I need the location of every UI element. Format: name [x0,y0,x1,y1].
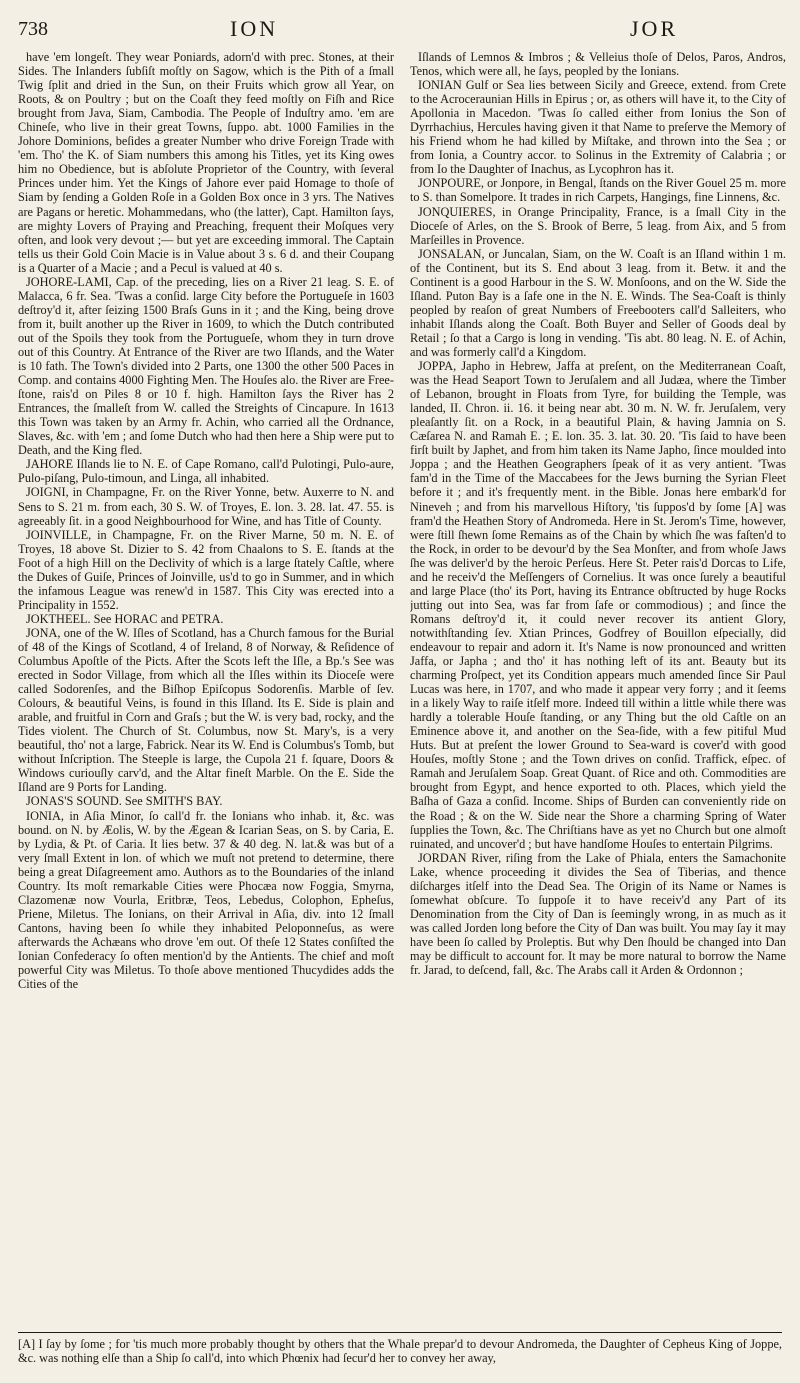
entry-paragraph: JOIGNI, in Champagne, Fr. on the River Yonne, betw. Auxerre to N. and Sens to S. 21 m. from each, 30 S. W. of Troyes, E. lon. 3. 28. lat. 47. 55. is agreeably ſit. in a good Neighbourhood for Wine, and has Title of County. [18,485,394,528]
entry-paragraph: have 'em longeſt. They wear Poniards, adorn'd with prec. Stones, at their Sides. The Inlanders ſubſiſt moſtly on Sagow, which is the Pith of a ſmall Twig ſplit and dried in the Sun, on their Fruits which grow all Year, on Roots, & on Poultry ; but on the Coaſt they feed moſtly on Fiſh and Rice brought from Java, Siam, Cambodia. The People of Induſtry amo. 'em are Chineſe, who live in their great Towns, ſuppo. abt. 1000 Families in the Johore Dominions, beſides a greater Number who drive Foreign Trade with 'em. Tho' the K. of Siam numbers this among his Titles, yet its King owes him no Obedience, but is abſolute Proprietor of the Country, with ſeveral Princes under him. Yet the Kings of Jahore ever paid Homage to thoſe of Siam by ſending a Golden Roſe in a Golden Box once in 3 yrs. The Natives are Pagans or heretic. Mohammedans, who (the latter), Capt. Hamilton ſays, are mighty Lovers of Praying and Preaching, frequent their Moſques very often, and look very devout ;— but yet are exceeding immoral. The Captain tells us their Gold Coin Macie is in Value about 3 s. 6 d. and their Coupang is a Quarter of a Macie ; and a Pecul is valued at 40 s. [18,50,394,275]
entry-paragraph: JONSALAN, or Juncalan, Siam, on the W. Coaſt is an Iſland within 1 m. of the Continent, but its S. End about 3 leag. from it. Betw. it and the Continent is a good Harbour in the S. W. Monſoons, and on the W. Side the Iſland. Puton Bay is a ſafe one in the N. E. Winds. The Sea-Coaſt is thinly peopled by reaſon of great Numbers of Freebooters call'd Salleiters, who inhabit Iſlands along the Coaſt. Both Buyer and Seller of Goods deal by Retail ; ſo that a Cargo is long in vending. 'Tis abt. 80 leag. N. E. of Achin, and was formerly call'd a Kingdom. [410,246,786,359]
entry-paragraph: JORDAN River, riſing from the Lake of Phiala, enters the Samachonite Lake, whence proceeding it divides the Sea of Tiberias, and thence diſcharges itſelf into the Dead Sea. The Origin of its Name or Names is ſomewhat obſcure. To ſuppoſe it to have receiv'd any Part of its Denomination from the City of Dan is ſeemingly wrong, in as much as it was called Jorden long before the City of Dan was built. You may ſay it may have been ſo called by Proleptis. But why Den ſhould be changed into Dan may be difficult to account for. It may be more natural to borrow the Name fr. Jarad, to deſcend, fall, &c. The Arabs call it Arden & Ordonnon ; [410,850,786,978]
entry-paragraph: IONIAN Gulf or Sea lies between Sicily and Greece, extend. from Crete to the Acroceraunian Hills in Epirus ; or, as others will have it, to the City of Apollonia in Macedon. 'Twas ſo called either from Ionius the Son of Dyrrhachius, Hercules having given it that Name to preſerve the Memory of his Friend whom he had killed by Miſtake, and thrown into the Sea ; or from Ionia, a Country accor. to Solinus in the Extremity of Calabria ; or from Io the Daughter of Inachus, as Lycophron has it. [410,78,786,177]
entry-paragraph: JOKTHEEL. See HORAC and PETRA. [26,611,224,626]
left-running-title: ION [230,16,279,41]
entry-paragraph: JOHORE-LAMI, Cap. of the preceding, lies on a River 21 leag. S. E. of Malacca, 6 fr. Sea. 'Twas a conſid. large City before the Portugueſe in 1603 deſtroy'd it, after ſeizing 1500 Braſs Guns in it ; and the King, being drove from it, built another up the River in 1609, to which the Dutch contributed out of the Spoils they took from the Portugueſe, whom they in turn drove out of this Country. At Entrance of the River are two Iſlands, and the Water is 10 fath. The Town's divided into 2 Parts, one 1300 the other 500 Paces in Comp. and contains 4000 Fighting Men. The Houſes alo. the River are Free-ſtone, rais'd on Piles 8 or 10 f. high. Hamilton ſays the River has 2 Entrances, the ſmalleſt from W. called the Streights of Cincapure. In 1613 this Town was taken by an Army fr. Achin, who carried all the Ordnance, Slaves, &c. with 'em ; and ſome Dutch who had then here a Ship were put to Death, and the King fled. [18,274,394,458]
right-running-title: JOR [630,16,679,41]
right-column [410,50,786,1310]
entry-paragraph: IONIA, in Aſia Minor, ſo call'd fr. the Ionians who inhab. it, &c. was bound. on N. by Æolis, W. by the Ægean & Icarian Seas, on S. by Caria, E. by Lydia, & Pt. of Caria. It lies betw. 37 & 40 deg. N. lat.& was but of a very ſmall Extent in lon. of which we muſt not pretend to determine, there being a great Diſagreement amo. Authors as to the Boundaries of the inland Country. Its moſt remarkable Cities were Phocæa now Foggia, Smyrna, Clazomenæ now Vourla, Eritbræ, Teos, Lebedus, Colophon, Epheſus, Priene, Miletus. The Ionians, on their Arrival in Aſia, div. into 12 ſmall Cantons, having been ſo while they inhabited Peloponneſus, as were afterwards the Achæans who drove 'em out. Of theſe 12 States conſiſted the Ionian Confederacy ſo often mention'd by the Antients. The chief and moſt powerful City was Miletus. To thoſe above mentioned Thucydides adds the Cities of the [18,808,394,992]
entry-paragraph: JOPPA, Japho in Hebrew, Jaffa at preſent, on the Mediterranean Coaſt, was the Head Seaport Town to Jeruſalem and all Judæa, where the Timber of Lebanon, brought in Floats from Tyre, for building the Temple, was landed, II. Chron. ii. 16. it being near abt. 30 m. N. W. fr. Jeruſalem, very pleaſantly ſit. on a Rock, in a beautiful Plain, & having Jamnia on S. Cæſarea N. and Ramah E. ; E. lon. 35. 3. lat. 30. 20. 'Tis ſaid to have been firſt built by Japhet, and from him taken its Name Japho, ſince moulded into Joppa ; and the Heathen Geographers ſpeak of it as very antient. 'Twas fam'd in the Time of the Maccabees for the Jews burning the Syrian Fleet before it ; and it's frequently ment. in the Bible. Jonas here embark'd for Nineveh ; and from his marvellous Hiſtory, 'tis ſuppos'd by ſome [A] was fram'd the Heathen Story of Andromeda. Here in St. Jerom's Time, however, were ſtill ſhewn ſome Remains as of the Chain by which ſhe was faſten'd to the Rock, in order to be devour'd by the Sea Monſter, and from whoſe Jaws ſhe was deliver'd by the heroic Perſeus. Here St. Peter rais'd Dorcas to Life, and he receiv'd the Meſſengers of Cornelius. It was once ſurely a beautiful and large Place (tho' its Port, having its Entrance obſtructed by huge Rocks jutting out into Sea, was far from ſafe or commodious) ; and ſince the Romans deſtroy'd it, it could never recover its antient Glory, notwithſtanding ſev. Xtian Princes, Godfrey of Bouillon eſpecially, did endeavour to repair and adorn it. It's Name is now pronounced and written Jaffa, or Japha ; and tho' it has nothing left of its ant. Beauty but its charming Proſpect, yet its Condition appears much amended ſince Sir Paul Lucas was here, in 1707, and who made it appear very forry ; and it ſeems in a likely Way to raiſe itſelf more. Indeed till within a little while there was hardly a tolerable Houſe ſtanding, or any Thing but the old Caſtle on an Eminence above it, and another on the Sea-ſide, with a few pitiful Mud Huts. But at preſent the lower Ground to Sea-ward is cover'd with good Houſes, moſtly Stone ; and the Town drives on conſid. Traffick, eſpec. of Ramah and Jeruſalem Soap. Great Quant. of Rice and oth. Commodities are brought from Egypt, and hence exported to oth. Places, which yield the Baſha of Gaza a conſid. Income. Ships of Burden can conveniently ride on the Road ; & on the W. Side near the Shore a charming Spring of Water ſupplies the Town, &c. The Chriſtians have as yet no Church but one almoſt ruinated, and uncover'd ; but have handſome Houſes to entertain Pilgrims. [410,359,786,851]
entry-paragraph: JONQUIERES, in Orange Principality, France, is a ſmall City in the Dioceſe of Arles, on the S. Brook of Berre, 5 leag. from Aix, and 5 from Marſeilles in Provence. [410,204,786,247]
entry-paragraph: JOINVILLE, in Champagne, Fr. on the River Marne, 50 m. N. E. of Troyes, 18 above St. Dizier to S. 42 from Chaalons to S. E. ſtands at the Foot of a high Hill on the Declivity of which is a large ſtately Caſtle, where the Dukes of Guiſe, Princes of Joinville, us'd to go in Summer, and in which the infamous League was renew'd in 1587. This City was erected into a Principality in 1552. [18,527,394,612]
entry-paragraph: JONPOURE, or Jonpore, in Bengal, ſtands on the River Gouel 25 m. more to S. than Somelpore. It trades in rich Carpets, Hangings, fine Linnens, &c. [410,176,786,205]
left-column [18,50,394,1310]
entry-paragraph: JONA, one of the W. Iſles of Scotland, has a Church famous for the Burial of 48 of the Kings of Scotland, 4 of Ireland, 8 of Norway, & Reſidence of Columbus Apoſtle of the Picts. After the Scots left the Iſle, a Bp.'s See was erected in Sodor Village, from which all the Iſles within its Dioceſe were called Sodorenſes, and the Biſhop Epiſcopus Sodorenſis. Marble of ſev. Colours, & beautiful Veins, is found in this Iſland. Its E. Side is plain and arable, and fruitful in Corn and Graſs ; but the W. is very bad, rocky, and the Tides violent. The Church of St. Columbus, now St. Mary's, is a very beautiful, tho' not a large, Fabrick. Near its W. End is Columbus's Tomb, but without Inſcription. The Steeple is large, the Cupola 21 f. ſquare, Doors & Windows curiouſly carv'd, and the Altar fineſt Marble. On the E. Side the Iſland are 9 Ports for Landing. [18,625,394,795]
running-header [18,16,782,46]
page-number: 738 [18,18,48,40]
footnote: [A] I ſay by ſome ; for 'tis much more probably thought by others that the Whale prepar'd to devour Andromeda, the Daughter of Cepheus King of Joppe, &c. was nothing elſe than a Ship ſo call'd, into which Phœnix had ſecur'd her to convey her away, [18,1332,782,1365]
entry-paragraph: JAHORE Iſlands lie to N. E. of Cape Romano, call'd Pulotingi, Pulo-aure, Pulo-piſang, Pulo-timoun, and Linga, all inhabited. [18,457,394,486]
entry-paragraph: JONAS'S SOUND. See SMITH'S BAY. [26,794,223,809]
entry-paragraph: Iſlands of Lemnos & Imbros ; & Velleius thoſe of Delos, Paros, Andros, Tenos, which were all, he ſays, peopled by the Ionians. [410,50,786,79]
